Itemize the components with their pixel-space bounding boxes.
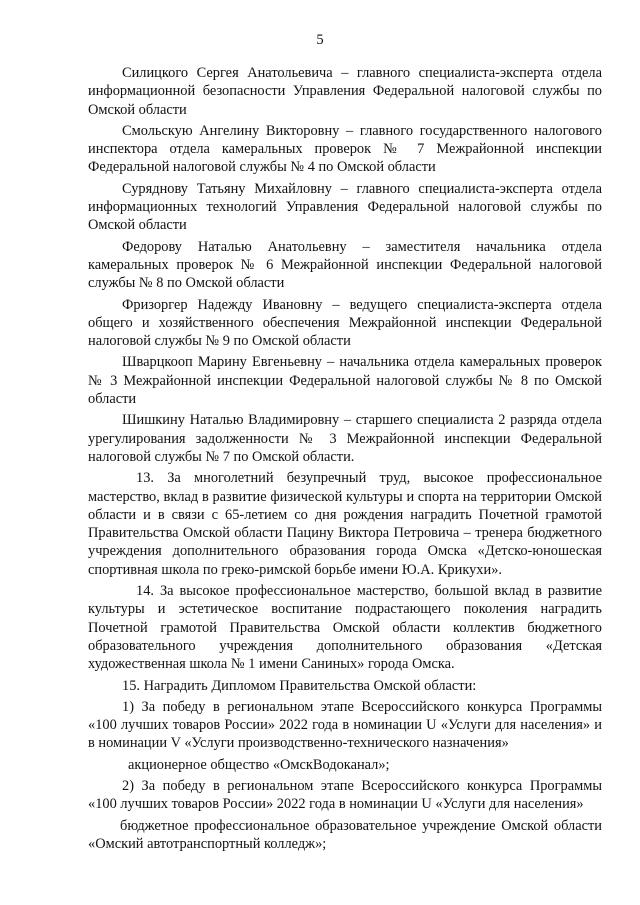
clause-13: 13. За многолетний безупречный труд, высокое профессиональное мастерство, вклад в развитие физической культуры и спорта на территории Омской области и в связи с 65-летием со дня рождения наградить Почетной грамотой Правительства Омской области Пацину Виктора Петровича – тренера бюджетного учреждения дополнительного образования города Омска «Детско-юношеская спортивная школа по греко-римской борьбе имени Ю.А. Крикухи».	[88, 470, 602, 578]
clause-14: 14. За высокое профессиональное мастерство, большой вклад в развитие культуры и эстетическое воспитание подрастающего поколения наградить Почетной грамотой Правительства Омской области коллектив бюджетного образовательного учреждения дополнительного образования «Детская художественная школа № 1 имени Саниных» города Омска.	[88, 583, 602, 673]
clause-15-item-1-recipient: акционерное общество «ОмскВодоканал»;	[128, 756, 390, 773]
document-body	[88, 64, 602, 853]
clause-15-item-2: 2) За победу в региональном этапе Всероссийского конкурса Программы «100 лучших товаров России» 2022 года в номинации U «Услуги для населения»	[88, 777, 602, 813]
award-paragraph-smolskaya: Смольскую Ангелину Викторовну – главного государственного налогового инспектора отдела камеральных проверок № 7 Межрайонной инспекции Федеральной налоговой службы № 4 по Омской области	[88, 122, 602, 176]
award-paragraph-frizorger: Фризоргер Надежду Ивановну – ведущего специалиста-эксперта отдела общего и хозяйственного обеспечения Межрайонной инспекции Федеральной налоговой службы № 9 по Омской области	[88, 296, 602, 350]
award-paragraph-shvartskoop: Шварцкооп Марину Евгеньевну – начальника отдела камеральных проверок № 3 Межрайонной инспекции Федеральной налоговой службы № 8 по Омской области	[88, 354, 602, 408]
clause-15-item-2-recipient: бюджетное профессиональное образовательное учреждение Омской области «Омский автотранспортный колледж»;	[88, 817, 602, 852]
award-paragraph-shishkina: Шишкину Наталью Владимировну – старшего специалиста 2 разряда отдела урегулирования задолженности № 3 Межрайонной инспекции Федеральной налоговой службы № 7 по Омской области.	[88, 412, 602, 465]
award-paragraph-silitsky: Силицкого Сергея Анатольевича – главного специалиста-эксперта отдела информационной безопасности Управления Федеральной налоговой службы по Омской области	[88, 65, 602, 118]
clause-15-item-1: 1) За победу в региональном этапе Всероссийского конкурса Программы «100 лучших товаров России» 2022 года в номинации U «Услуги для населения» и в номинации V «Услуги производственно-технического назначения»	[88, 698, 602, 752]
award-paragraph-fedorova: Федорову Наталью Анатольевну – заместителя начальника отдела камеральных проверок № 6 Межрайонной инспекции Федеральной налоговой службы № 8 по Омской области	[88, 238, 602, 292]
page-number: 5	[316, 32, 324, 48]
award-paragraph-surjadnova: Суряднову Татьяну Михайловну – главного специалиста-эксперта отдела информационных технологий Управления Федеральной налоговой службы по Омской области	[88, 180, 602, 234]
clause-15: 15. Наградить Дипломом Правительства Омской области:	[122, 677, 477, 694]
